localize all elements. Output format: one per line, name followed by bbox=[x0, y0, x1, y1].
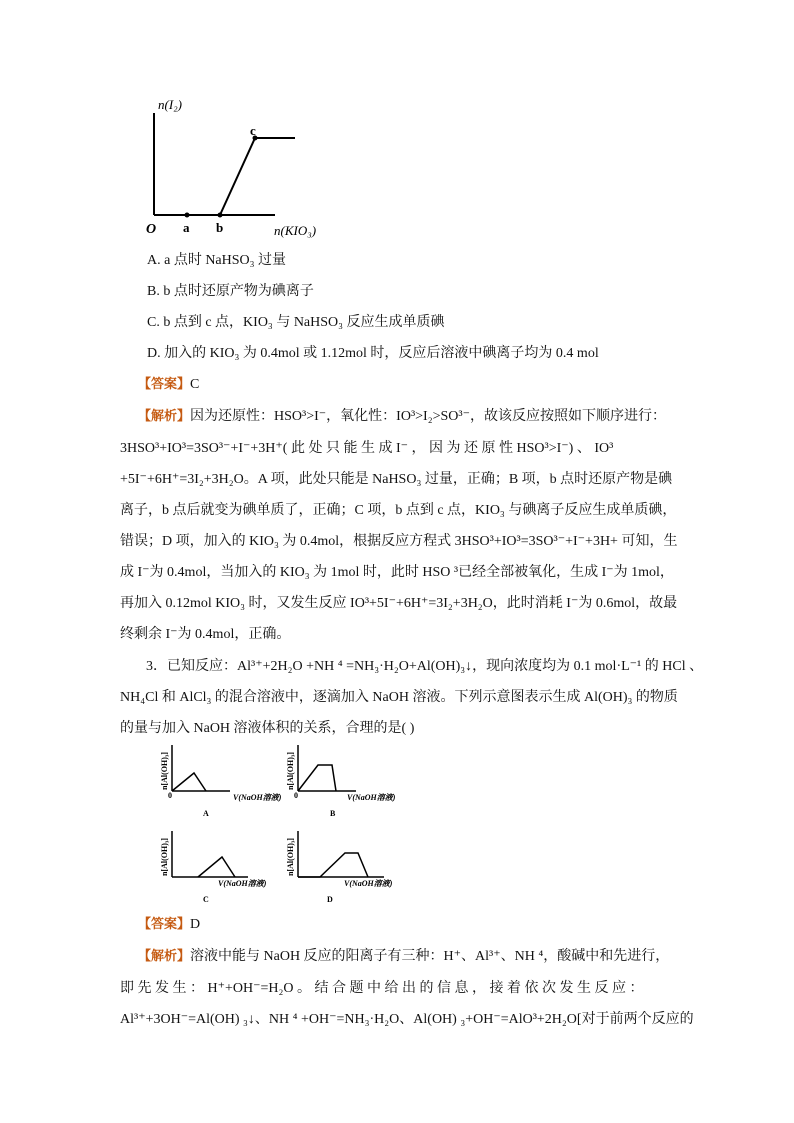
mini-x-label: V(NaOH溶液) bbox=[233, 793, 282, 802]
origin-label: O bbox=[146, 222, 157, 237]
answer-value: D bbox=[190, 917, 201, 932]
mini-x-label: V(NaOH溶液) bbox=[344, 879, 393, 888]
point-b-label: b bbox=[216, 220, 224, 235]
analysis-q2-line-3: +5I⁻+6H⁺=3I₂+3H₂O。A 项，此处只能是 NaHSO₃ 过量，正确；B 项，b 点时还原产物是碘 bbox=[120, 472, 673, 487]
mini-y-label: n[Al(OH)₃] bbox=[160, 838, 169, 876]
answer-q3 bbox=[138, 916, 200, 934]
analysis-q2-line-5: 错误；D 项，加入的 KIO₃ 为 0.4mol，根据反应方程式 3HSO³+IO³=3SO³⁻+I⁻+3H+ 可知，生 bbox=[120, 534, 678, 549]
point-a-label: a bbox=[183, 220, 190, 235]
y-axis-label: n(I₂) bbox=[158, 97, 183, 112]
point-c-label: c bbox=[250, 123, 256, 138]
analysis-q2-line-1 bbox=[138, 408, 666, 426]
mini-y-label: n[Al(OH)₃] bbox=[286, 838, 295, 876]
option-b: B. b 点时还原产物为碘离子 bbox=[147, 284, 314, 299]
question3-line-3: 的量与加入 NaOH 溶液体积的关系，合理的是( ) bbox=[120, 721, 415, 736]
mini-y-label: n[Al(OH)₃] bbox=[286, 752, 295, 790]
point-b-dot bbox=[218, 213, 223, 218]
question3-line-1: 3．已知反应：Al³⁺+2H₂O +NH ⁴ =NH₃·H₂O+Al(OH)₃↓，现向浓度均为 0.1 mol·L⁻¹ 的 HCl 、 bbox=[146, 659, 704, 674]
mini-curve bbox=[198, 857, 235, 877]
x-axis-label: n(KIO₃) bbox=[274, 223, 317, 238]
analysis-q2-line-4: 离子，b 点后就变为碘单质了，正确；C 项，b 点到 c 点，KIO₃ 与碘离子反应生成单质碘， bbox=[120, 503, 677, 518]
mini-y-label: n[Al(OH)₃] bbox=[160, 752, 169, 790]
analysis-q3-line-2: 即 先 发 生 ： H⁺+OH⁻=H₂O 。 结 合 题 中 给 出 的 信 息 ， 接 着 依 次 发 生 反 应 ： bbox=[120, 981, 644, 996]
analysis-text: 溶液中能与 NaOH 反应的阳离子有三种：H⁺、Al³⁺、NH ⁴，酸碱中和先进行， bbox=[190, 949, 670, 964]
mini-curve bbox=[298, 853, 368, 877]
mini-graph-label: D bbox=[327, 895, 333, 904]
option-a: A. a 点时 NaHSO₃ 过量 bbox=[147, 253, 287, 268]
mini-curve bbox=[172, 773, 206, 791]
analysis-q2-line-8: 终剩余 I⁻为 0.4mol，正确。 bbox=[120, 627, 291, 642]
mini-graph-b bbox=[284, 740, 414, 822]
mini-x-label: V(NaOH溶液) bbox=[218, 879, 267, 888]
option-d: D. 加入的 KIO₃ 为 0.4mol 或 1.12mol 时，反应后溶液中碘离子均为 0.4 mol bbox=[147, 346, 599, 361]
iodine-curve bbox=[220, 138, 295, 215]
analysis-q3-line-1 bbox=[138, 948, 669, 966]
analysis-q2-line-7: 再加入 0.12mol KIO₃ 时，又发生反应 IO³+5I⁻+6H⁺=3I₂+3H₂O，此时消耗 I⁻为 0.6mol，故最 bbox=[120, 596, 678, 611]
mini-origin: 0 bbox=[294, 791, 298, 800]
option-c: C. b 点到 c 点，KIO₃ 与 NaHSO₃ 反应生成单质碘 bbox=[147, 315, 445, 330]
analysis-q2-line-6: 成 I⁻为 0.4mol，当加入的 KIO₃ 为 1mol 时，此时 HSO ³已经全部被氧化，生成 I⁻为 1mol， bbox=[120, 565, 674, 580]
answer-value: C bbox=[190, 377, 200, 392]
question3-line-2: NH₄Cl 和 AlCl₃ 的混合溶液中，逐滴加入 NaOH 溶液。下列示意图表示生成 Al(OH)₃ 的物质 bbox=[120, 690, 678, 705]
analysis-q2-line-2: 3HSO³+IO³=3SO³⁻+I⁻+3H⁺( 此 处 只 能 生 成 I⁻ ， 因 为 还 原 性 HSO³>I⁻) 、 IO³ bbox=[120, 441, 614, 456]
answer-tag: 【答案】 bbox=[138, 917, 191, 932]
iodine-graph bbox=[140, 95, 350, 245]
mini-graph-a bbox=[158, 740, 288, 822]
mini-curve bbox=[298, 765, 336, 791]
mini-x-label: V(NaOH溶液) bbox=[347, 793, 396, 802]
analysis-tag: 【解析】 bbox=[138, 409, 191, 424]
mini-graph-label: B bbox=[330, 809, 336, 818]
mini-graph-d bbox=[284, 826, 414, 908]
analysis-text: 因为还原性：HSO³>I⁻，氧化性：IO³>I₂>SO³⁻，故该反应按照如下顺序进行： bbox=[190, 409, 666, 424]
mini-graph-label: A bbox=[203, 809, 209, 818]
analysis-tag: 【解析】 bbox=[138, 949, 191, 964]
mini-graph-c bbox=[158, 826, 288, 908]
mini-graph-label: C bbox=[203, 895, 209, 904]
analysis-q3-line-3: Al³⁺+3OH⁻=Al(OH) ₃↓、NH ⁴ +OH⁻=NH₃·H₂O、Al(OH) ₃+OH⁻=AlO³+2H₂O[对于前两个反应的 bbox=[120, 1012, 694, 1027]
mini-origin: 0 bbox=[168, 791, 172, 800]
answer-tag: 【答案】 bbox=[138, 377, 191, 392]
point-a-dot bbox=[185, 213, 190, 218]
answer-q2 bbox=[138, 376, 199, 394]
